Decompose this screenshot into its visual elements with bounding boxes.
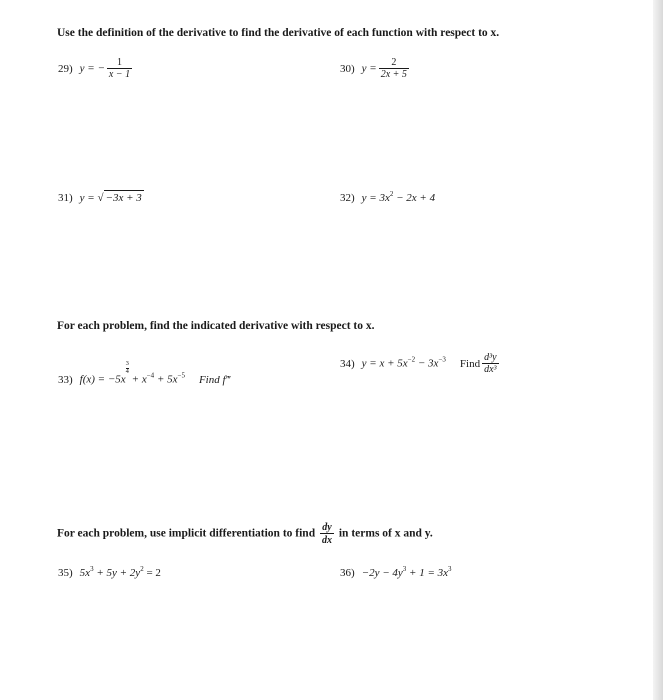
equation-rest: = 2 xyxy=(143,567,161,579)
numerator: 2 xyxy=(391,57,397,68)
exponent: 3 xyxy=(448,565,452,573)
problem-36 xyxy=(340,565,452,579)
equation-lhs: f(x) = −5x xyxy=(79,373,126,386)
fraction xyxy=(379,58,409,80)
exponent: −4 xyxy=(146,371,155,380)
problem-number: 31) xyxy=(58,192,73,204)
page-edge-shadow xyxy=(653,0,663,700)
denominator: x − 1 xyxy=(108,69,131,80)
denominator: dx xyxy=(321,535,332,546)
equation-term: + 5x xyxy=(154,373,178,386)
fraction xyxy=(107,58,132,80)
heading-prefix: For each problem, use implicit differentiation to find xyxy=(57,527,316,540)
problem-number: 33) xyxy=(58,373,73,386)
exponent-denominator: 4 xyxy=(125,367,129,375)
equation-term: + 5y + 2y xyxy=(93,567,141,579)
denominator: dx³ xyxy=(484,364,497,375)
problem-33 xyxy=(58,361,230,386)
square-root xyxy=(97,193,143,204)
exponent: −5 xyxy=(177,371,185,380)
problem-30 xyxy=(340,58,411,80)
section-3-heading xyxy=(57,522,433,546)
numerator: dy xyxy=(322,522,332,533)
exponent: −2 xyxy=(407,355,416,364)
equation-lhs: y = − xyxy=(79,62,105,75)
exponent: 3 xyxy=(90,565,94,573)
problem-number: 29) xyxy=(58,62,73,75)
section-1-heading: Use the definition of the derivative to find the derivative of each function with respect to x. xyxy=(57,27,500,39)
equation-term: + x xyxy=(128,373,147,386)
denominator: 2x + 5 xyxy=(380,69,407,80)
equation-lhs: y = xyxy=(361,62,377,75)
equation-lhs: −2y − 4y xyxy=(361,567,403,579)
problem-number: 36) xyxy=(340,567,355,579)
heading-suffix: in terms of x and y. xyxy=(338,527,433,540)
numerator: 1 xyxy=(117,57,122,68)
equation-lhs: 5x xyxy=(79,567,91,579)
exponent: 2 xyxy=(389,190,394,198)
problem-31 xyxy=(58,193,144,204)
problem-number: 32) xyxy=(340,192,355,204)
problem-34 xyxy=(340,353,501,375)
find-instruction: Find f‴ xyxy=(198,373,231,386)
problem-number: 35) xyxy=(58,567,73,579)
exponent: 2 xyxy=(140,565,144,573)
exponent: 3 xyxy=(402,565,407,573)
problem-number: 30) xyxy=(340,62,355,75)
equation-lhs: y = 3x xyxy=(361,192,390,204)
exponent-numerator: 3 xyxy=(125,360,129,367)
problem-number: 34) xyxy=(340,357,355,370)
section-2-heading: For each problem, find the indicated derivative with respect to x. xyxy=(57,320,375,332)
derivative-fraction xyxy=(482,353,498,375)
equation-lhs: y = xyxy=(79,192,95,204)
problem-29 xyxy=(58,58,134,80)
numerator: d³y xyxy=(484,352,497,363)
exponent: −3 xyxy=(438,355,446,364)
problem-35 xyxy=(58,565,161,579)
equation-lhs: y = x + 5x xyxy=(361,357,408,370)
radical-sign: √ xyxy=(97,192,104,204)
equation-rest: − 2x + 4 xyxy=(393,192,436,204)
equation-rest: + 1 = 3x xyxy=(406,567,449,579)
radicand: −3x + 3 xyxy=(105,192,142,204)
problem-32 xyxy=(340,190,436,204)
equation-term: − 3x xyxy=(415,357,439,370)
find-instruction: Find xyxy=(459,357,481,370)
dy-dx-fraction xyxy=(320,522,334,546)
